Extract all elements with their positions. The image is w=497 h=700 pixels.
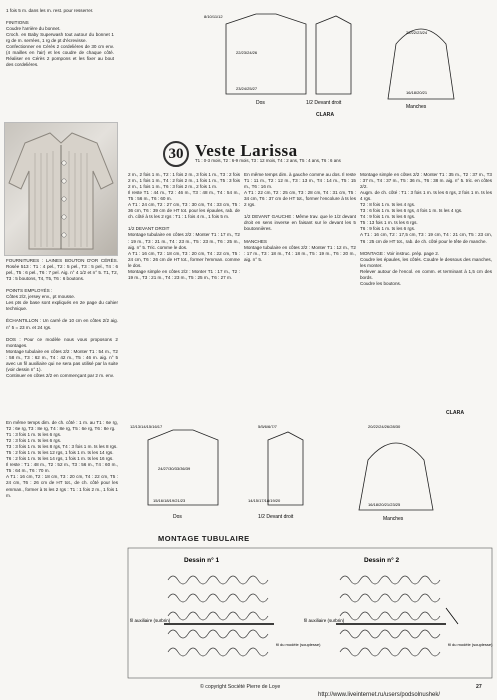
sizes-line: T1 : 0-3 mois, T2 : 6-9 mois, T3 : 12 mois, T4 : 2 ans, T5 : 4 ans, T6 : 6 ans: [195, 158, 341, 163]
montage-tubulaire-title: MONTAGE TUBULAIRE: [158, 534, 250, 543]
schema-top-dos-widths: 22/23/24/26: [236, 50, 258, 55]
clara-label-2: CLARA: [446, 410, 465, 416]
schema-top-manche-bottom: 16/18/20/21: [406, 90, 428, 95]
intro-text: 1 fois 5 m. dans les m. rest. pour resserrer. FINITIONS Coudre l'arrière du bonnet. Croch. en Baby Superwash tout autour du bonnet 1 rg de m. serrées, 1 rg de pt d'écrevisse. Confectionner en Cérès 2 cordelières de 30 cm env. (4 mailles en l'air) et les coudre de chaque côté. Réaliser en Cérès 2 pompons et les fixer au bout des cordelières.: [6, 8, 114, 68]
fil-aux-2-label: fil auxiliaire (surbrin): [304, 618, 345, 623]
schema-bottom-dos-top: 12/13/14/15/16/17: [130, 424, 163, 429]
schema-bottom: [128, 420, 492, 524]
schema-top: [196, 4, 496, 114]
schema-top-devant-label: 1/2 Devant droit: [306, 100, 342, 106]
fournitures-text: FOURNITURES : LAINES BOUTON D'OR CÉRÈS. Rosée 513 : T1 : 4 pel., T2 : 5 pel., T3 : 5 pel., T4 : 6 pel., T5 : 6 pel., T6 : 7 pel. Aig. n° 4 1/2 et n° 5. T1, T2, T3 : 5 boutons, T4, T5, T6 : 6 boutons. POINTS EMPLOYÉS : Côtes 2/2, jersey env., pt mousse. Les pts de base sont expliqués en 2e page du cahier technique. ÉCHANTILLON : Un carré de 10 cm en côtes 2/2 aig. n° 5 = 23 m. et 24 rgs. DOS : Pour ce modèle nous vous proposons 2 montages. Montage tubulaire en côtes 2/2 : Monter T1 : 54 m., T2 : 58 m., T3 : 62 m., T4 : 42 m., T5 : 46 m. aig. n° 5 avec un fil auxiliaire qui ne sera pas utilisé par la suite (voir dessin n° 1). Continuer en côtes 2/2 en commençant par 2 m. env.: [6, 258, 118, 378]
montage-diagrams: [128, 548, 492, 678]
fil-aux-1-label: fil auxiliaire (surbrin): [130, 618, 171, 623]
schema-top-manches-label: Manches: [406, 104, 427, 110]
schema-bottom-manches-label: Manches: [383, 516, 404, 522]
garment-photo: [4, 122, 118, 256]
fil-modele-1-label: fil du modèle (souplesse): [276, 642, 321, 647]
schema-bottom-devant-top: 5/5/6/6/7/7: [258, 424, 277, 429]
dessin-2-title: Dessin n° 2: [364, 557, 400, 564]
col2-text: 2 m., 2 fois 1 m., T2 : 1 fois 2 m., 3 fois 1 m., T3 : 2 fois 2 m., 1 fois 1 m., T4 : 2 fois 2 m., 1 fois 1 m., T5 : 3 fois 2 m., 1 fois 1 m., T6 : 3 fois 2 m., 2 fois 1 m. Il reste T1 : 44 m., T2 : 46 m., T3 : 48 m., T4 : 54 m., T5 : 56 m., T6 : 60 m. A T1 : 24 cm, T2 : 27 cm, T3 : 30 cm, T4 : 33 cm, T5 : 36 cm, T6 : 39 cm de HT tot. pour les épaules, rab. de ch. côté à ts les 2 rgs : T1 : 1 fois 4 m., 1 fois 5 m. 1/2 DEVANT DROIT Montage tubulaire en côtes 2/2 : Monter T1 : 17 m., T2 : 19 m., T3 : 21 m., T4 : 23 m., T5 : 23 m., T6 : 25 m., aig. n° 5. Tric. comme le dos. A T1 : 16 cm, T2 : 18 cm, T3 : 20 cm, T4 : 22 cm, T5 : 24 cm, T6 : 26 cm de HT tot., former l'emman. comme le dos. Montage simple en côtes 2/2 : Monter T1 : 17 m., T2 : 19 m., T3 : 21 m., T4 : 23 m., T5 : 25 m., T6 : 27 m.: [128, 172, 240, 280]
left-body-text: En même temps dim. de ch. côté : 1 m. au T1 : 6e rg, T2 : 6e rg, T3 : 8e rg, T4 : 8e rg, T5 : 6e rg, T6 : 8e rg. T1 : 3 fois 1 m. ts les 6 rgs. T2 : 3 fois 1 m. ts les 6 rgs. T3 : 3 fois 1 m. ts les 8 rgs, T4 : 3 fois 1 m. ts les 8 rgs. T5 : 2 fois 1 m. ts les 12 rgs, 1 fois 1 m. ts les 14 rgs. T6 : 2 fois 1 m. ts les 14 rgs, 1 fois 1 m. ts les 16 rgs. Il reste : T1 : 48 m., T2 : 52 m., T3 : 56 m., T4 : 60 m., T5 : 64 m., T6 : 70 m. A T1 : 16 cm, T2 : 18 cm, T3 : 20 cm, T4 : 22 cm, T5 : 24 cm, T6 : 26 cm de HT tot., de ch. côté pour les emman., former à ts les 2 rgs : T1 : 1 fois 2 m., 1 fois 1 m.: [6, 420, 118, 498]
col3-text: En même temps dim. à gauche comme au dos. Il reste T1 : 11 m., T2 : 12 m., T3 : 13 m., T4 : 14 m., T5 : 15 m., T6 : 16 m. A T1 : 22 cm, T2 : 25 cm, T3 : 28 cm, T4 : 31 cm, T5 : 34 cm, T6 : 37 cm de HT tot., former l'encolure à ts les 2 rgs. 1/2 DEVANT GAUCHE : Même trav. que le 1/2 devant droit en sens inverse en faisant sur le devant les 5 boutonnières. MANCHES Montage tubulaire en côtes 2/2 : Monter T1 : 12 m., T2 : 17 m., T3 : 18 m., T4 : 18 m., T5 : 19 m., T6 : 20 m., aig. n° 5.: [244, 172, 356, 262]
schema-bottom-devant-bottom: 14/15/17/18/19/20: [248, 498, 281, 503]
source-url[interactable]: http://www.liveinternet.ru/users/podsolnushek/: [318, 692, 441, 698]
schema-top-dos-bottom: 23/24/25/27: [236, 86, 258, 91]
schema-top-manche-top: 22/22/23/24: [406, 30, 428, 35]
schema-bottom-dos-label: Dos: [173, 514, 182, 520]
schema-bottom-manche-bottom: 16/18/20/21/23/25: [368, 502, 401, 507]
schema-bottom-devant-label: 1/2 Devant droit: [258, 514, 294, 520]
clara-label-1: CLARA: [316, 112, 335, 118]
schema-bottom-dos-bottom: 15/16/18/19/21/23: [153, 498, 186, 503]
page-number: 27: [476, 684, 482, 690]
schema-bottom-manche-top: 20/22/24/26/28/30: [368, 424, 401, 429]
dessin-1-title: Dessin n° 1: [184, 557, 220, 564]
fil-modele-2-label: fil du modèle (souplesse): [448, 642, 493, 647]
pattern-title: Veste Larissa: [195, 141, 298, 160]
pattern-header: [163, 141, 493, 165]
copyright: © copyright Société Pierre de Loye: [200, 684, 281, 690]
schema-bottom-dos-mid: 24/27/30/33/36/39: [158, 466, 191, 471]
schema-top-dos-label: Dos: [256, 100, 265, 106]
pattern-number: 30: [163, 141, 189, 167]
schema-top-dos-top: 8/10/11/12: [204, 14, 223, 19]
col4-text: Montage simple en côtes 2/2 : Monter T1 : 35 m., T2 : 37 m., T3 : 37 m., T4 : 37 m., T5 : 36 m., T6 : 38 m. aig. n° 5. tric. en côtes 2/2. Augm. de ch. côté : T1 : 3 fois 1 m. ts les 6 rgs, 2 fois 1 m. ts les 4 rgs. T2 : 8 fois 1 m. ts les 4 rgs. T3 : 6 fois 1 m. ts les 6 rgs, 4 fois 1 m. ts les 4 rgs. T4 : 9 fois 1 m. ts les 6 rgs. T5 : 13 fois 1 m. ts les 6 rgs. T6 : 9 fois 1 m. ts les 6 rgs. A T1 : 16 cm, T2 : 17,5 cm, T3 : 19 cm, T4 : 21 cm, T5 : 23 cm, T6 : 25 cm de HT tot., rab. de ch. côté pour le tête de manche. MONTAGE : Voir instruc. prép. page 2. Coudre les épaules, les côtés. Coudre le dessous des manches, les monter. Relever autour de l'encol. en comm. et terminant à 1,5 cm des bords. Coudre les boutons.: [360, 172, 492, 286]
